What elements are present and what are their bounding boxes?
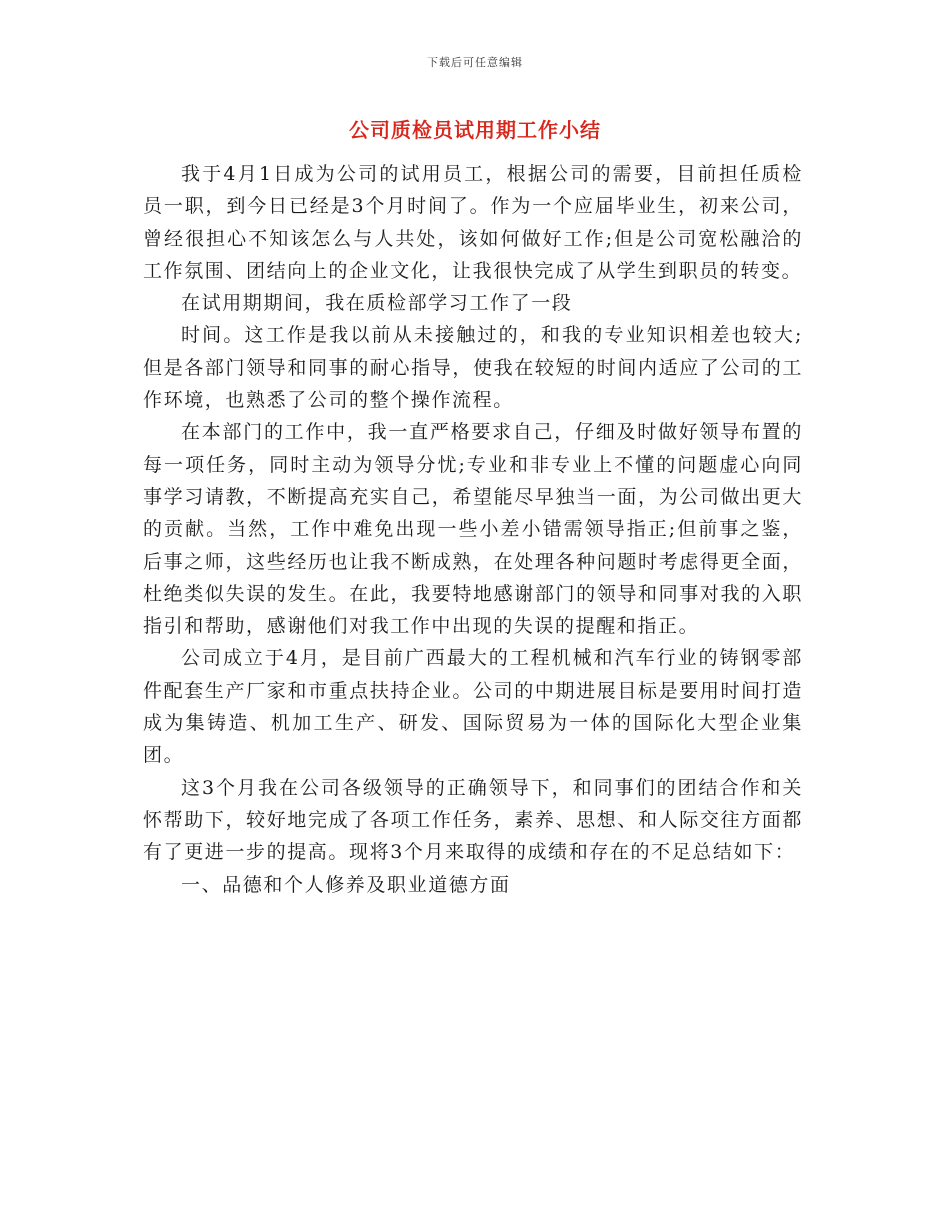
header-note: 下载后可任意编辑 (427, 56, 523, 69)
paragraph-company-intro: 公司成立于4月，是目前广西最大的工程机械和汽车行业的铸钢零部件配套生产厂家和市重点扶持企业。公司的中期进展目标是要用时间打造成为集铸造、机加工生产、研发、国际贸易为一体的国际化大型企业集团。 (143, 647, 803, 767)
paragraph-intro: 我于4月1日成为公司的试用员工，根据公司的需要，目前担任质检员一职，到今日已经是3个月时间了。作为一个应届毕业生，初来公司，曾经很担心不知该怎么与人共处，该如何做好工作;但是公司宽松融洽的工作氛围、团结向上的企业文化，让我很快完成了从学生到职员的转变。 (143, 163, 803, 282)
paragraph-department-work: 在本部门的工作中，我一直严格要求自己，仔细及时做好领导布置的每一项任务，同时主动为领导分忧;专业和非专业上不懂的问题虚心向同事学习请教，不断提高充实自己，希望能尽早独当一面，为公司做出更大的贡献。当然，工作中难免出现一些小差小错需领导指正;但前事之鉴，后事之师，这些经历也让我不断成熟，在处理各种问题时考虑得更全面，杜绝类似失误的发生。在此，我要特地感谢部门的领导和同事对我的入职指引和帮助，感谢他们对我工作中出现的失误的提醒和指正。 (143, 421, 803, 638)
section-heading-1: 一、品德和个人修养及职业道德方面 (181, 873, 511, 896)
document-title: 公司质检员试用期工作小结 (349, 118, 601, 142)
paragraph-summary-intro: 这3个月我在公司各级领导的正确领导下，和同事们的团结合作和关怀帮助下，较好地完成了各项工作任务，素养、思想、和人际交往方面都有了更进一步的提高。现将3个月来取得的成绩和存在的不足总结如下： (143, 776, 803, 864)
document-body (143, 158, 803, 901)
paragraph-probation-start: 在试用期期间，我在质检部学习工作了一段 (181, 292, 573, 315)
paragraph-probation-continued: 时间。这工作是我以前从未接触过的，和我的专业知识相差也较大;但是各部门领导和同事的耐心指导，使我在较短的时间内适应了公司的工作环境，也熟悉了公司的整个操作流程。 (143, 324, 803, 412)
